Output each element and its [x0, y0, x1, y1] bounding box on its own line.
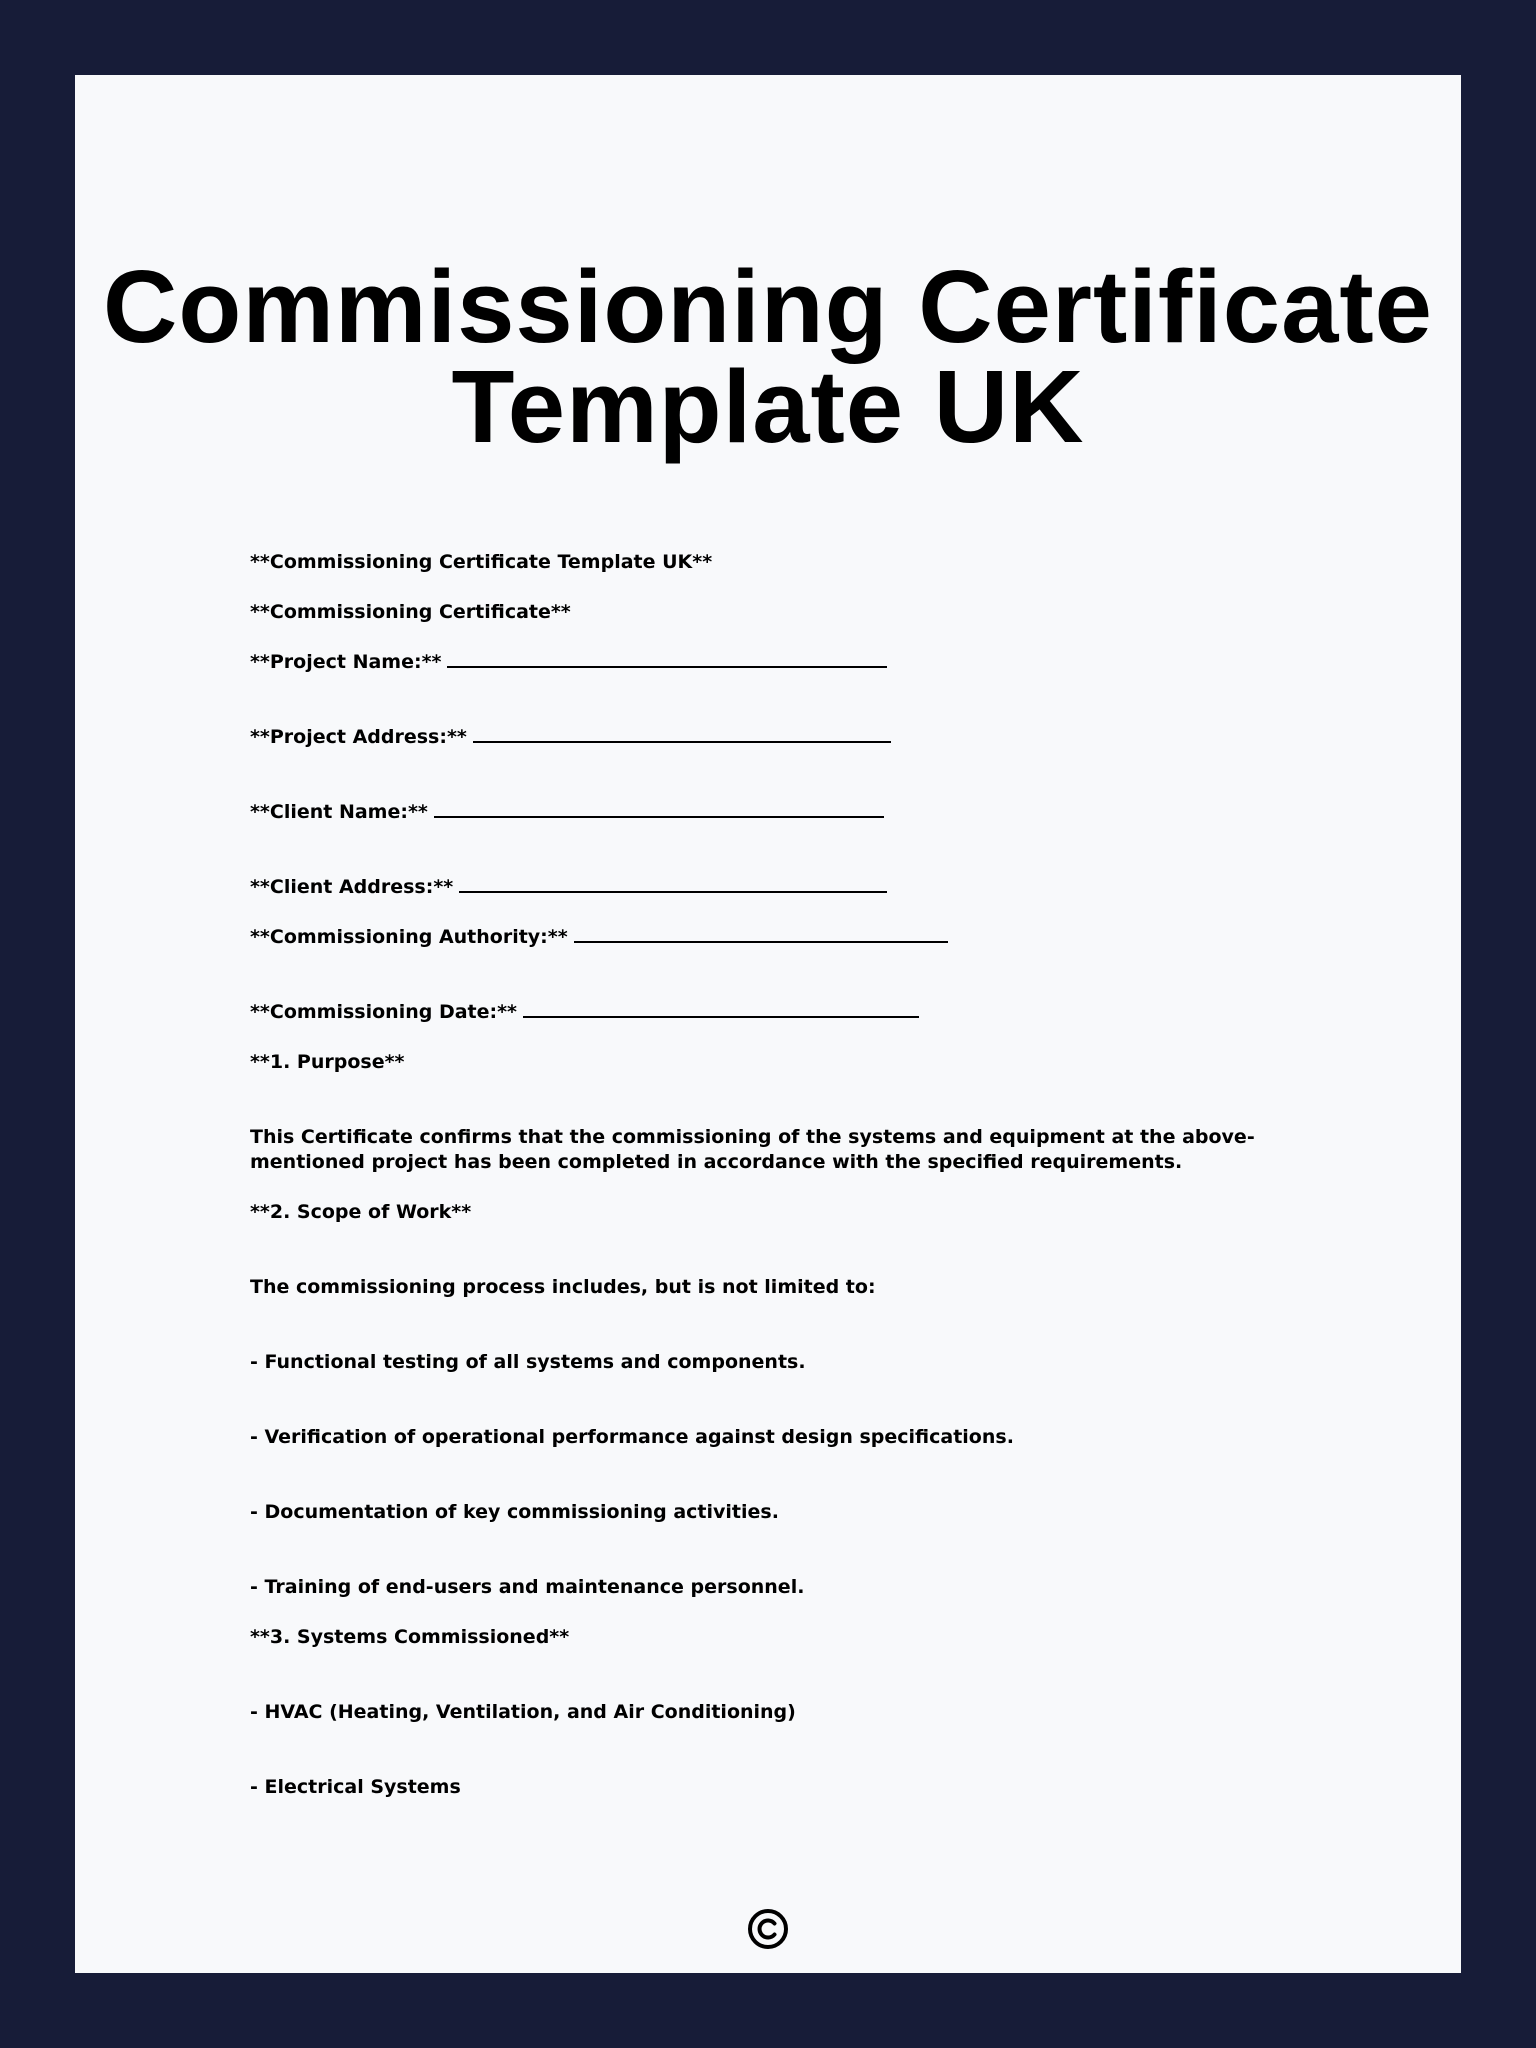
systems-heading: **3. Systems Commissioned** — [250, 1626, 570, 1648]
purpose-heading: **1. Purpose** — [250, 1051, 405, 1073]
purpose-text: This Certificate confirms that the commissioning of the systems and equipment at the above-mentioned project has been completed in accordance with the specified requirements. — [250, 1126, 1255, 1173]
field-label: **Client Address:** — [250, 876, 454, 898]
scope-heading: **2. Scope of Work** — [250, 1201, 472, 1223]
project-address-blank[interactable] — [473, 727, 891, 743]
scope-item: - Training of end-users and maintenance personnel. — [250, 1576, 805, 1598]
certificate-label: **Commissioning Certificate** — [250, 601, 571, 623]
document-page — [75, 75, 1461, 1973]
scope-intro: The commissioning process includes, but is not limited to: — [250, 1276, 876, 1298]
systems-item: - Electrical Systems — [250, 1776, 461, 1798]
field-project-name — [250, 650, 887, 675]
client-name-blank[interactable] — [434, 802, 884, 818]
scope-item: - Functional testing of all systems and components. — [250, 1351, 806, 1373]
field-label: **Project Address:** — [250, 726, 467, 748]
page-title: Commissioning Certificate Template UK — [103, 249, 1433, 464]
scope-item: - Verification of operational performance against design specifications. — [250, 1426, 1014, 1448]
scope-item: - Documentation of key commissioning activities. — [250, 1501, 779, 1523]
field-project-address — [250, 725, 891, 750]
systems-item: - HVAC (Heating, Ventilation, and Air Conditioning) — [250, 1701, 796, 1723]
field-commissioning-authority — [250, 925, 948, 950]
field-label: **Commissioning Authority:** — [250, 926, 568, 948]
project-name-blank[interactable] — [447, 652, 887, 668]
client-address-blank[interactable] — [459, 877, 887, 893]
field-commissioning-date — [250, 1000, 919, 1025]
commissioning-authority-blank[interactable] — [574, 927, 948, 943]
heading-line: **Commissioning Certificate Template UK** — [250, 551, 713, 573]
field-client-address — [250, 875, 887, 900]
field-label: **Project Name:** — [250, 651, 442, 673]
commissioning-date-blank[interactable] — [523, 1002, 919, 1018]
field-client-name — [250, 800, 884, 825]
copyright-icon — [746, 1907, 790, 1951]
field-label: **Commissioning Date:** — [250, 1001, 517, 1023]
field-label: **Client Name:** — [250, 801, 428, 823]
